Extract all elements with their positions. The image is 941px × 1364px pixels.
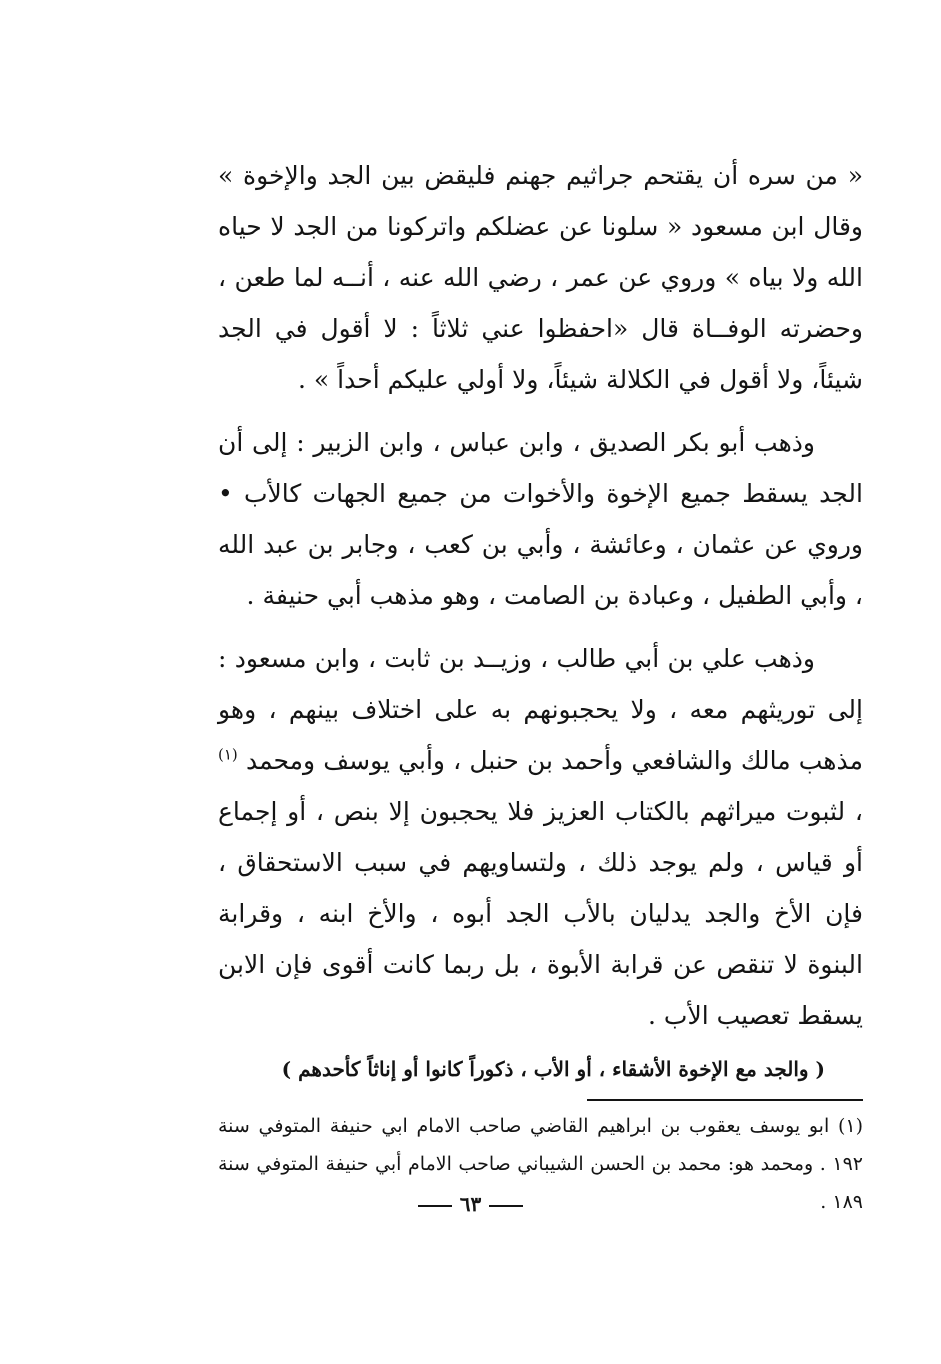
paragraph-2: وذهب أبو بكر الصديق ، وابن عباس ، وابن الزبير : إلى أن الجد يسقط جميع الإخوة والأخوات من جميع الجهات كالأب • وروي عن عثمان ، وعائشة ، وأبي بن كعب ، وجابر بن عبد الله ، وأبي الطفيل ، وعبادة بن الصامت ، وهو مذهب أبي حنيفة . [218,428,863,610]
paragraph-3-text-after-ref: ، لثبوت ميراثهم بالكتاب العزيز فلا يحجبون إلا بنص ، أو إجماع أو قياس ، ولم يوجد ذلك ، ولتساويهم في سبب الاستحقاق ، فإن الأخ والجد يدليان بالأب الجد أبوه ، والأخ ابنه ، وقرابة البنوة لا تنقص عن قرابة الأبوة ، بل ربما كانت أقوى فإن الابن يسقط تعصيب الأب . [218,797,863,1030]
page-content [218,150,863,1221]
footnote-reference: (١) [218,745,238,764]
paragraph-3-text-before-ref: وذهب علي بن أبي طالب ، وزيــد بن ثابت ، وابن مسعود : إلى توريثهم معه ، ولا يحجبونهم به على اختلاف بينهم ، وهو مذهب مالك والشافعي وأحمد بن حنبل ، وأبي يوسف ومحمد [218,644,864,775]
page-number-dash-left [418,1205,452,1207]
page-number-dash-right [489,1205,523,1207]
page-number-block [0,1192,941,1216]
paragraph-3 [218,633,863,1041]
paragraph-1: « من سره أن يقتحم جراثيم جهنم فليقض بين الجد والإخوة » وقال ابن مسعود « سلونا عن عضلكم واتركونا من الجد لا حياه الله ولا بياه » وروي عن عمر ، رضي الله عنه ، أنــه لما طعن ، وحضرته الوفــاة قال «احفظوا عني ثلاثاً : لا أقول في الجد شيئاً، ولا أقول في الكلالة شيئاً، ولا أولي عليكم أحداً » . [218,161,863,394]
footnote: (١) ابو يوسف يعقوب بن ابراهيم القاضي صاحب الامام ابي حنيفة المتوفي سنة ١٩٢ . ومحمد هو: محمد بن الحسن الشيباني صاحب الامام أبي حنيفة المتوفي سنة ١٨٩ . [218,1115,863,1213]
page-number: ٦٣ [459,1192,482,1216]
section-heading: ( والجد مع الإخوة الأشقاء ، أو الأب ، ذكوراً كانوا أو إناثاً كأحدهم ) [281,1057,825,1081]
footnote-divider [587,1099,863,1101]
